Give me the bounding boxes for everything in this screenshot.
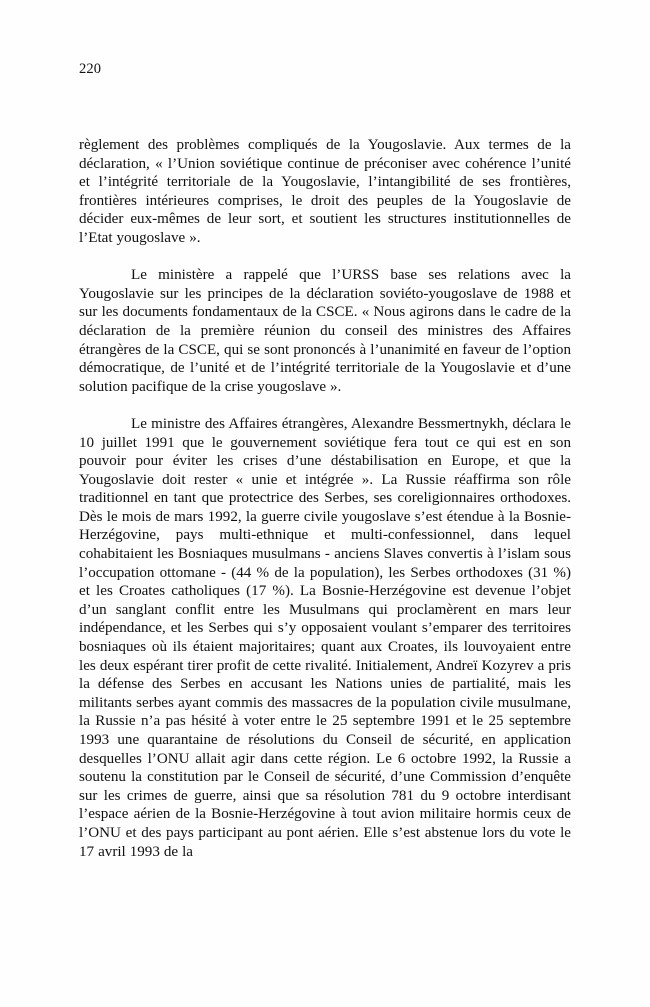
body-text-column	[79, 136, 571, 861]
paragraph-1: règlement des problèmes compliqués de la Yougoslavie. Aux termes de la déclaration, « l’Union soviétique continue de préconiser avec cohérence l’unité et l’intégrité territoriale de la Yougoslavie, l’intangibilité de ses frontières, frontières intérieures comprises, le droit des peuples de la Yougoslavie de décider eux-mêmes de leur sort, et soutient les structures institutionnelles de l’Etat yougoslave ».	[79, 137, 571, 246]
paragraph-3: Le ministre des Affaires étrangères, Alexandre Bessmertnykh, déclara le 10 juillet 1991 que le gouvernement soviétique fera tout ce qui est en son pouvoir pour éviter les crises d’une déstabilisation en Europe, et que la Yougoslavie doit rester « unie et intégrée ». La Russie réaffirma son rôle traditionnel en tant que protectrice des Serbes, ses coreligionnaires orthodoxes. Dès le mois de mars 1992, la guerre civile yougoslave s’est étendue à la Bosnie-Herzégovine, pays multi-ethnique et multi-confessionnel, dans lequel cohabitaient les Bosniaques musulmans - anciens Slaves convertis à l’islam sous l’occupation ottomane - (44 % de la population), les Serbes orthodoxes (31 %) et les Croates catholiques (17 %). La Bosnie-Herzégovine est devenue l’objet d’un sanglant conflit entre les Musulmans qui proclamèrent en mars leur indépendance, et les Serbes qui s’y opposaient voulant s’emparer des territoires bosniaques où ils étaient majoritaires; quant aux Croates, ils louvoyaient entre les deux espérant tirer profit de cette rivalité. Initialement, Andreï Kozyrev a pris la défense des Serbes en accusant les Nations unies de partialité, mais les militants serbes ayant commis des massacres de la population civile musulmane, la Russie n’a pas hésité à voter entre le 25 septembre 1991 et le 25 septembre 1993 une quarantaine de résolutions du Conseil de sécurité, en application desquelles l’ONU allait agir dans cette région. Le 6 octobre 1992, la Russie a soutenu la constitution par le Conseil de sécurité, d’une Commission d’enquête sur les crimes de guerre, ainsi que sa résolution 781 du 9 octobre interdisant l’espace aérien de la Bosnie-Herzégovine à tout avion militaire hormis ceux de l’ONU et des pays participant au pont aérien. Elle s’est abstenue lors du vote le 17 avril 1993 de la	[79, 415, 571, 860]
page-number: 220	[79, 61, 102, 77]
paragraph-2: Le ministère a rappelé que l’URSS base ses relations avec la Yougoslavie sur les principes de la déclaration soviéto-yougoslave de 1988 et sur les documents fondamentaux de la CSCE. « Nous agirons dans le cadre de la déclaration de la première réunion du conseil des ministres des Affaires étrangères de la CSCE, qui se sont prononcés à l’unanimité en faveur de l’option démocratique, de l’unité et de l’intégrité territoriale de la Yougoslavie et d’une solution pacifique de la crise yougoslave ».	[79, 267, 571, 395]
